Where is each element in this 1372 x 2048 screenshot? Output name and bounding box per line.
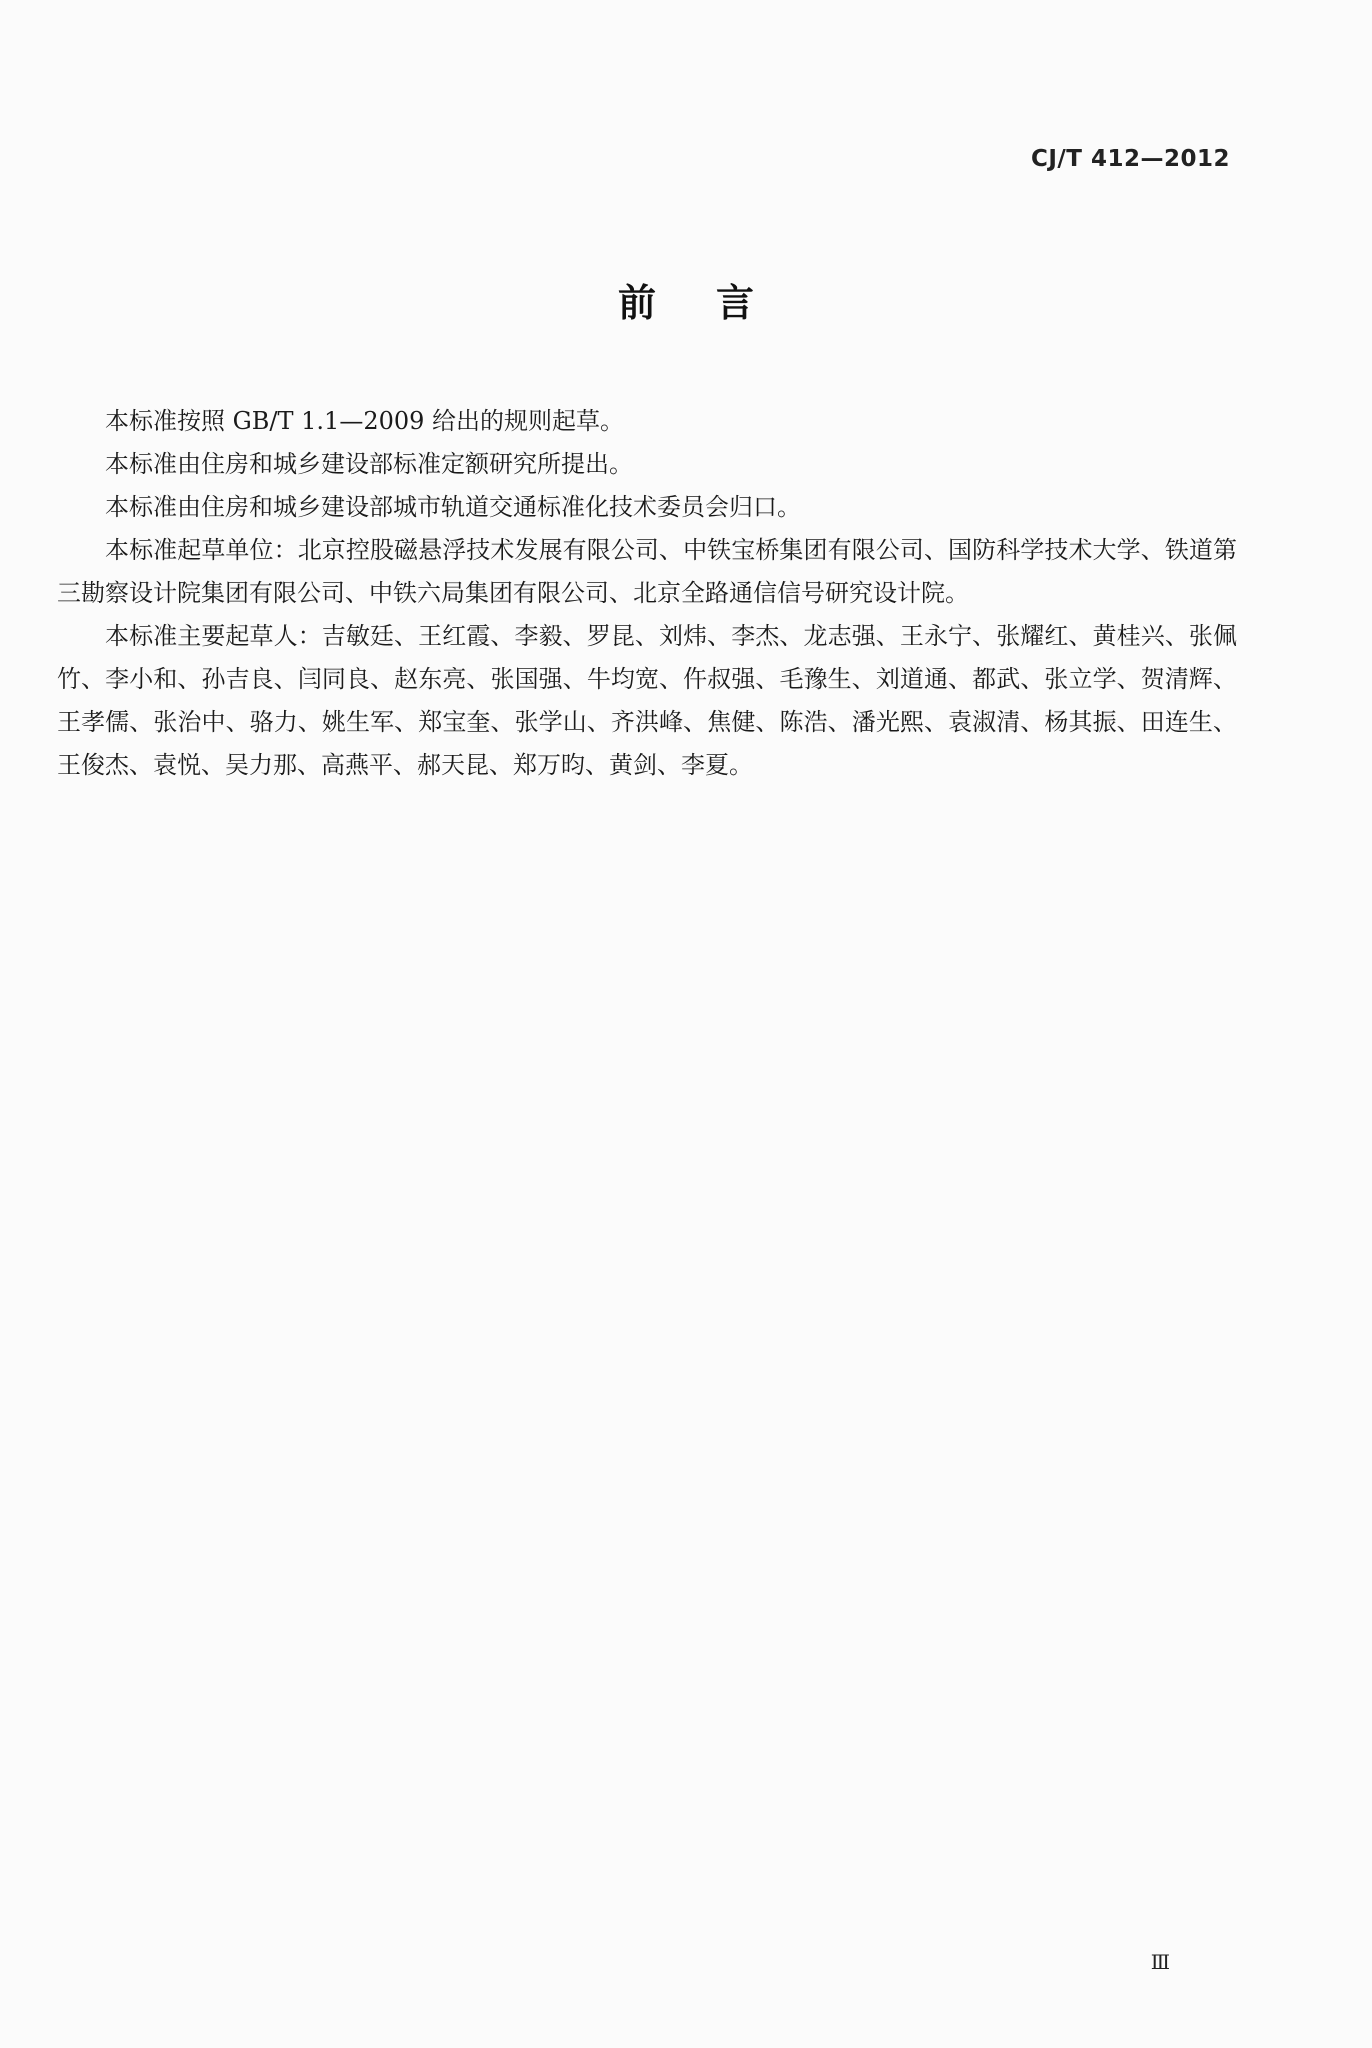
paragraph-drafting-units: 本标准起草单位：北京控股磁悬浮技术发展有限公司、中铁宝桥集团有限公司、国防科学技术大学、铁道第三勘察设计院集团有限公司、中铁六局集团有限公司、北京全路通信信号研究设计院。 <box>57 536 1237 607</box>
standard-code: CJ/T 412—2012 <box>1030 146 1230 172</box>
paragraph-drafting-rules: 本标准按照 GB/T 1.1—2009 给出的规则起草。 <box>105 407 625 435</box>
page-title: 前言 <box>617 281 814 325</box>
paragraph-administrator: 本标准由住房和城乡建设部城市轨道交通标准化技术委员会归口。 <box>105 493 801 521</box>
page-number: Ⅲ <box>1150 1950 1170 1974</box>
paragraph-proposer: 本标准由住房和城乡建设部标准定额研究所提出。 <box>105 450 633 478</box>
paragraph-main-drafters: 本标准主要起草人：吉敏廷、王红霞、李毅、罗昆、刘炜、李杰、龙志强、王永宁、张耀红、黄桂兴、张佩竹、李小和、孙吉良、闫同良、赵东亮、张国强、牛均宽、仵叔强、毛豫生、刘道通、都武、张立学、贺清辉、王孝儒、张治中、骆力、姚生军、郑宝奎、张学山、齐洪峰、焦健、陈浩、潘光熙、袁淑清、杨其振、田连生、王俊杰、袁悦、吴力那、高燕平、郝天昆、郑万昀、黄剑、李夏。 <box>57 622 1237 779</box>
foreword-body <box>57 400 1237 787</box>
